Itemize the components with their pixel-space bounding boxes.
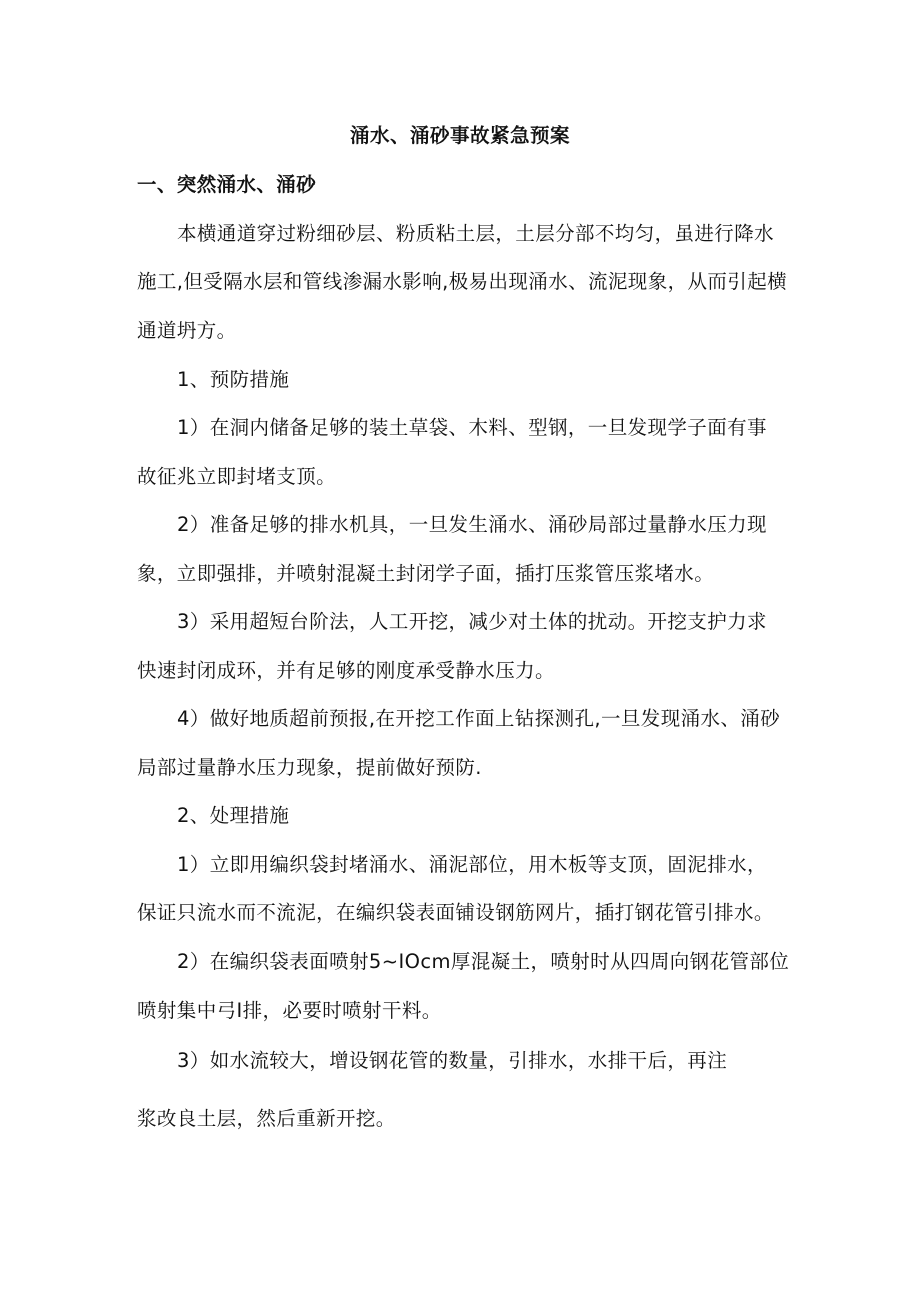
prevention-heading: 1、预防措施 — [177, 368, 290, 391]
prevention-item-line: 2）准备足够的排水机具，一旦发生涌水、涌砂局部过量静水压力现 — [177, 513, 767, 536]
prevention-item-line: 局部过量静水压力现象，提前做好预防. — [137, 756, 482, 779]
document-title: 涌水、涌砂事故紧急预案 — [349, 124, 570, 147]
treatment-item-line: 喷射集中弓I排，必要时喷射干料。 — [137, 999, 442, 1022]
treatment-heading: 2、处理措施 — [177, 804, 290, 827]
treatment-item-line: 1）立即用编织袋封堵涌水、涌泥部位，用木板等支顶，固泥排水， — [177, 853, 767, 876]
treatment-item-line: 保证只流水而不流泥，在编织袋表面铺设钢筋网片，插打钢花管引排水。 — [137, 901, 774, 924]
treatment-item-line: 3）如水流较大，增设钢花管的数量，引排水，水排干后，再注 — [177, 1049, 728, 1072]
prevention-item-line: 1）在洞内储备足够的装土草袋、木料、型钢，一旦发现学子面有事 — [177, 416, 767, 439]
prevention-item-line: 4）做好地质超前预报,在开挖工作面上钻探测孔,一旦发现涌水、涌砂 — [177, 707, 781, 730]
prevention-item-line: 快速封闭成环，并有足够的刚度承受静水压力。 — [137, 659, 555, 682]
prevention-item-line: 象，立即强排，并喷射混凝土封闭学子面，插打压浆管压浆堵水。 — [137, 562, 715, 585]
intro-line: 通道坍方。 — [137, 319, 237, 342]
intro-line: 本横通道穿过粉细砂层、粉质粘土层，土层分部不均匀，虽进行降水 — [177, 222, 775, 245]
treatment-item-line: 2）在编织袋表面喷射5~IOcm厚混凝土，喷射时从四周向钢花管部位 — [177, 950, 790, 973]
intro-line: 施工,但受隔水层和管线渗漏水影响,极易出现涌水、流泥现象，从而引起横 — [137, 270, 787, 293]
treatment-item-line: 浆改良土层，然后重新开挖。 — [137, 1107, 396, 1130]
prevention-item-line: 故征兆立即封堵支顶。 — [137, 465, 337, 488]
section-heading: 一、突然涌水、涌砂 — [137, 173, 317, 196]
prevention-item-line: 3）采用超短台阶法，人工开挖，减少对土体的扰动。开挖支护力求 — [177, 610, 767, 633]
